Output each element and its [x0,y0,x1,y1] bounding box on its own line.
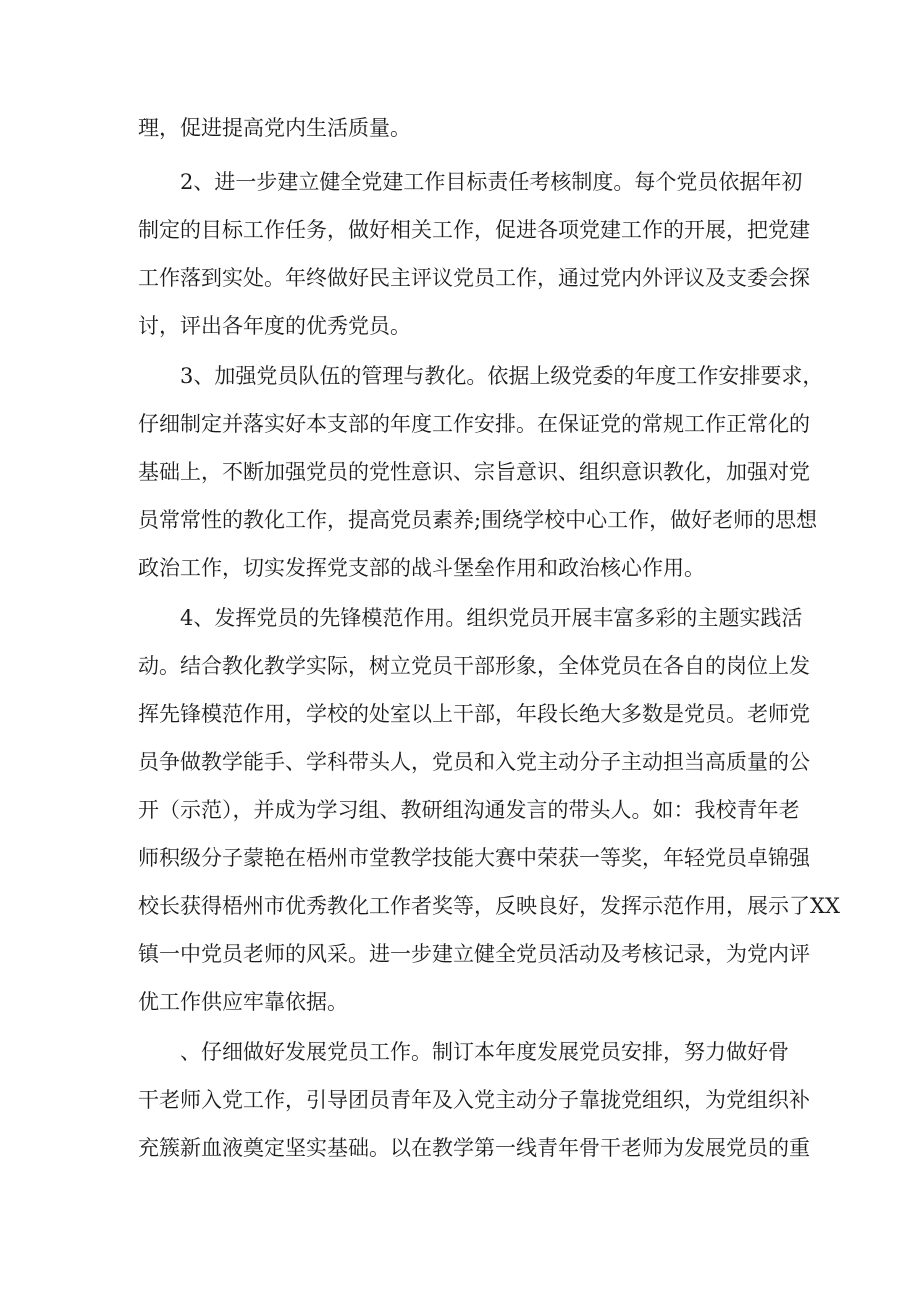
text-line: 讨，评出各年度的优秀党员。 [138,314,411,338]
text-line: 工作落到实处。年终做好民主评议党员工作，通过党内外评议及支委会探 [138,266,810,290]
text-line: 理，促进提高党内生活质量。 [138,116,411,140]
text-line: 师积级分子蒙艳在梧州市堂教学技能大赛中荣获一等奖，年轻党员卓锦强 [138,846,810,870]
text-line: 仔细制定并落实好本支部的年度工作安排。在保证党的常规工作正常化的 [138,412,810,436]
text-line: 开（示范），并成为学习组、教研组沟通发言的带头人。如：我校青年老 [138,798,800,822]
text-line: 充簇新血液奠定坚实基础。以在教学第一线青年骨干老师为发展党员的重 [138,1136,810,1160]
text-line: 3、加强党员队伍的管理与教化。依据上级党委的年度工作安排要求， [138,364,824,388]
text-line: 员争做教学能手、学科带头人，党员和入党主动分子主动担当高质量的公 [138,750,810,774]
text-line: 制定的目标工作任务，做好相关工作，促进各项党建工作的开展，把党建 [138,218,810,242]
text-line: 、仔细做好发展党员工作。制订本年度发展党员安排，努力做好骨 [138,1040,789,1064]
text-line: 优工作供应牢靠依据。 [138,990,348,1014]
text-line: 政治工作，切实发挥党支部的战斗堡垒作用和政治核心作用。 [138,556,705,580]
text-line: 镇一中党员老师的风采。进一步建立健全党员活动及考核记录，为党内评 [138,942,810,966]
text-line: 校长获得梧州市优秀教化工作者奖等，反映良好，发挥示范作用，展示了XX [138,894,840,918]
text-line: 动。结合教化教学实际，树立党员干部形象，全体党员在各自的岗位上发 [138,654,810,678]
text-line: 干老师入党工作，引导团员青年及入党主动分子靠拢党组织，为党组织补 [138,1088,810,1112]
text-line: 员常常性的教化工作，提高党员素养;围绕学校中心工作，做好老师的思想 [138,508,818,532]
text-line: 基础上，不断加强党员的党性意识、宗旨意识、组织意识教化，加强对党 [138,460,810,484]
text-line: 挥先锋模范作用，学校的处室以上干部，年段长绝大多数是党员。老师党 [138,702,810,726]
text-line: 4、发挥党员的先锋模范作用。组织党员开展丰富多彩的主题实践活 [138,606,803,630]
text-line: 2、进一步建立健全党建工作目标责任考核制度。每个党员依据年初 [138,170,803,194]
